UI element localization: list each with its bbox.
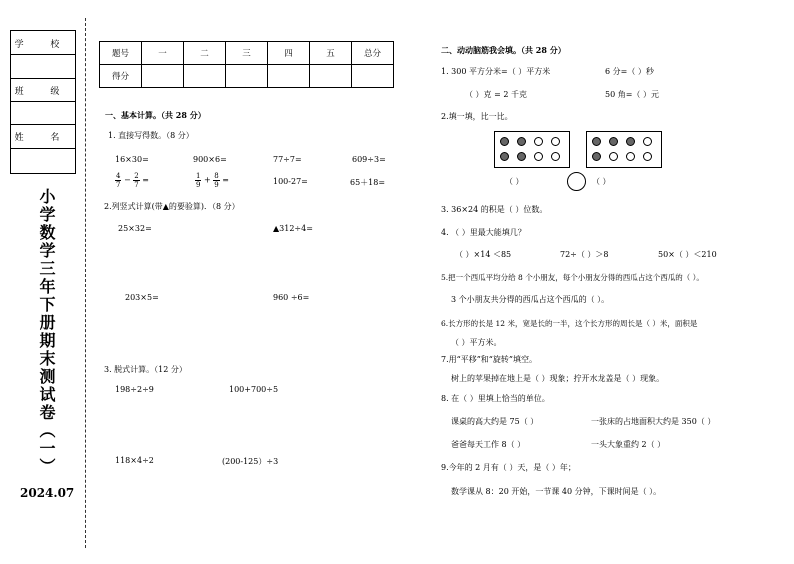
fill-question: （ ）×14 ＜85 (455, 250, 512, 259)
calc-item: 77÷7= (273, 155, 302, 164)
fill-question: 2.填一填，比一比。 (441, 112, 513, 121)
score-row-label: 得分 (100, 65, 142, 88)
fill-question: 9.今年的 2 月有（ ）天，是（ ）年； (441, 463, 576, 472)
filled-dot (500, 137, 509, 146)
empty-dot (551, 137, 560, 146)
empty-dot (643, 137, 652, 146)
equals: = (222, 175, 229, 185)
school-label: 学 校 (14, 40, 72, 50)
exam-title: 小学数学三年下册期末测试卷（一） (37, 188, 56, 476)
fill-question: 6 分=（ ）秒 (605, 67, 654, 76)
empty-dot (551, 152, 560, 161)
info-divider (11, 148, 75, 149)
fill-question: 50 角=（ ）元 (605, 90, 659, 99)
score-cell[interactable] (226, 65, 268, 88)
vertical-calc-item: 25×32= (118, 224, 152, 233)
vertical-calc-item: 203×5= (125, 293, 159, 302)
filled-dot (609, 137, 618, 146)
fill-question: 50×（ ）＜210 (658, 250, 717, 259)
q2-title: 2.列竖式计算(带▲的要验算)．（8 分） (104, 202, 240, 211)
fill-question: 一张床的占地面积大约是 350（ ） (591, 417, 716, 426)
calc-item: 65＋18= (350, 178, 386, 187)
score-table (99, 41, 394, 88)
info-divider (11, 78, 75, 79)
student-info-box (10, 30, 76, 174)
denominator: 7 (116, 181, 121, 189)
empty-dot (534, 152, 543, 161)
fill-question: 数学课从 8：20 开始，一节课 40 分钟，下课时间是（ ）。 (451, 487, 662, 496)
fill-question: 5.把一个西瓜平均分给 8 个小朋友，每个小朋友分得的西瓜占这个西瓜的（ ）。 (441, 273, 704, 282)
denominator: 9 (214, 181, 219, 189)
fill-question: 8. 在（ ）里填上恰当的单位。 (441, 394, 550, 403)
stepwise-calc-item: (200-125）÷3 (222, 457, 279, 466)
fill-question: 树上的苹果掉在地上是（ ）现象；拧开水龙盖是（ ）现象。 (451, 374, 665, 383)
fill-question: 4. （ ）里最大能填几？ (441, 228, 526, 237)
dot-box-left (494, 131, 570, 168)
calc-item: 16×30= (115, 155, 149, 164)
calc-item: 900×6= (193, 155, 227, 164)
fraction (195, 172, 201, 189)
operator: + (204, 175, 211, 185)
fill-question: 爸爸每天工作 8（ ） (451, 440, 526, 449)
info-divider (11, 101, 75, 102)
filled-dot (500, 152, 509, 161)
denominator: 9 (196, 181, 201, 189)
score-header-row (100, 42, 394, 65)
score-header-cell: 四 (268, 42, 310, 65)
score-header-cell: 五 (310, 42, 352, 65)
fill-question: （ ）克 = 2 千克 (465, 90, 527, 99)
fill-question: 课桌的高大约是 75（ ） (451, 417, 539, 426)
operator: − (124, 175, 131, 185)
vertical-calc-item: 960 ÷6= (273, 293, 310, 302)
fraction (133, 172, 139, 189)
binding-line (85, 18, 86, 548)
calc-item: 609÷3= (352, 155, 386, 164)
q3-title: 3. 脱式计算。（12 分） (104, 365, 187, 374)
exam-date: 2024.07 (20, 486, 75, 500)
fill-question: 3. 36×24 的积是（ ）位数。 (441, 205, 548, 214)
empty-dot (609, 152, 618, 161)
part2-heading: 二、动动脑筋我会填。（共 28 分） (441, 45, 566, 55)
score-header-cell: 题号 (100, 42, 142, 65)
vertical-calc-item: ▲312÷4= (273, 224, 313, 233)
fraction (115, 172, 121, 189)
score-header-cell: 一 (142, 42, 184, 65)
empty-dot (643, 152, 652, 161)
filled-dot (517, 137, 526, 146)
empty-dot (534, 137, 543, 146)
score-cell[interactable] (352, 65, 394, 88)
name-label: 姓 名 (14, 133, 72, 143)
numerator: 1 (196, 172, 201, 180)
score-header-cell: 总分 (352, 42, 394, 65)
equals: = (142, 175, 149, 185)
numerator: 8 (214, 172, 219, 180)
score-cell[interactable] (142, 65, 184, 88)
denominator: 7 (134, 181, 139, 189)
fill-question: 一头大象重约 2（ ） (591, 440, 666, 449)
score-cell[interactable] (268, 65, 310, 88)
fraction-calc-1 (115, 172, 149, 189)
score-header-cell: 二 (184, 42, 226, 65)
score-cell[interactable] (310, 65, 352, 88)
info-divider (11, 54, 75, 55)
class-label: 班 级 (14, 87, 72, 97)
score-header-cell: 三 (226, 42, 268, 65)
fill-question: 3 个小朋友共分得的西瓜占这个西瓜的（ ）。 (451, 295, 610, 304)
stepwise-calc-item: 118×4÷2 (115, 456, 154, 465)
fill-question: 6.长方形的长是 12 米，宽是长的一半，这个长方形的周长是（ ）米，面积是 (441, 319, 698, 328)
score-row (100, 65, 394, 88)
part1-heading: 一、基本计算。（共 28 分） (105, 110, 206, 120)
fraction (213, 172, 219, 189)
fraction-calc-2 (195, 172, 229, 189)
numerator: 4 (116, 172, 121, 180)
fill-question: 7.用“平移”和“旋转”填空。 (441, 355, 537, 364)
score-cell[interactable] (184, 65, 226, 88)
answer-paren-left: （ ） (505, 177, 524, 186)
q1-title: 1. 直接写得数。（8 分） (108, 131, 194, 140)
fill-question: （ ）平方米。 (451, 338, 502, 347)
empty-dot (626, 152, 635, 161)
numerator: 2 (134, 172, 139, 180)
dot-box-right (586, 131, 662, 168)
stepwise-calc-item: 100+700÷5 (229, 385, 279, 394)
filled-dot (592, 137, 601, 146)
filled-dot (592, 152, 601, 161)
fill-question: 72÷（ ）＞8 (560, 250, 609, 259)
stepwise-calc-item: 198÷2÷9 (115, 385, 154, 394)
calc-item: 100-27= (273, 177, 308, 186)
fill-question: 1. 300 平方分米=（ ）平方米 (441, 67, 551, 76)
compare-circle[interactable] (567, 172, 586, 191)
answer-paren-right: （ ） (592, 177, 611, 186)
filled-dot (626, 137, 635, 146)
info-divider (11, 124, 75, 125)
filled-dot (517, 152, 526, 161)
